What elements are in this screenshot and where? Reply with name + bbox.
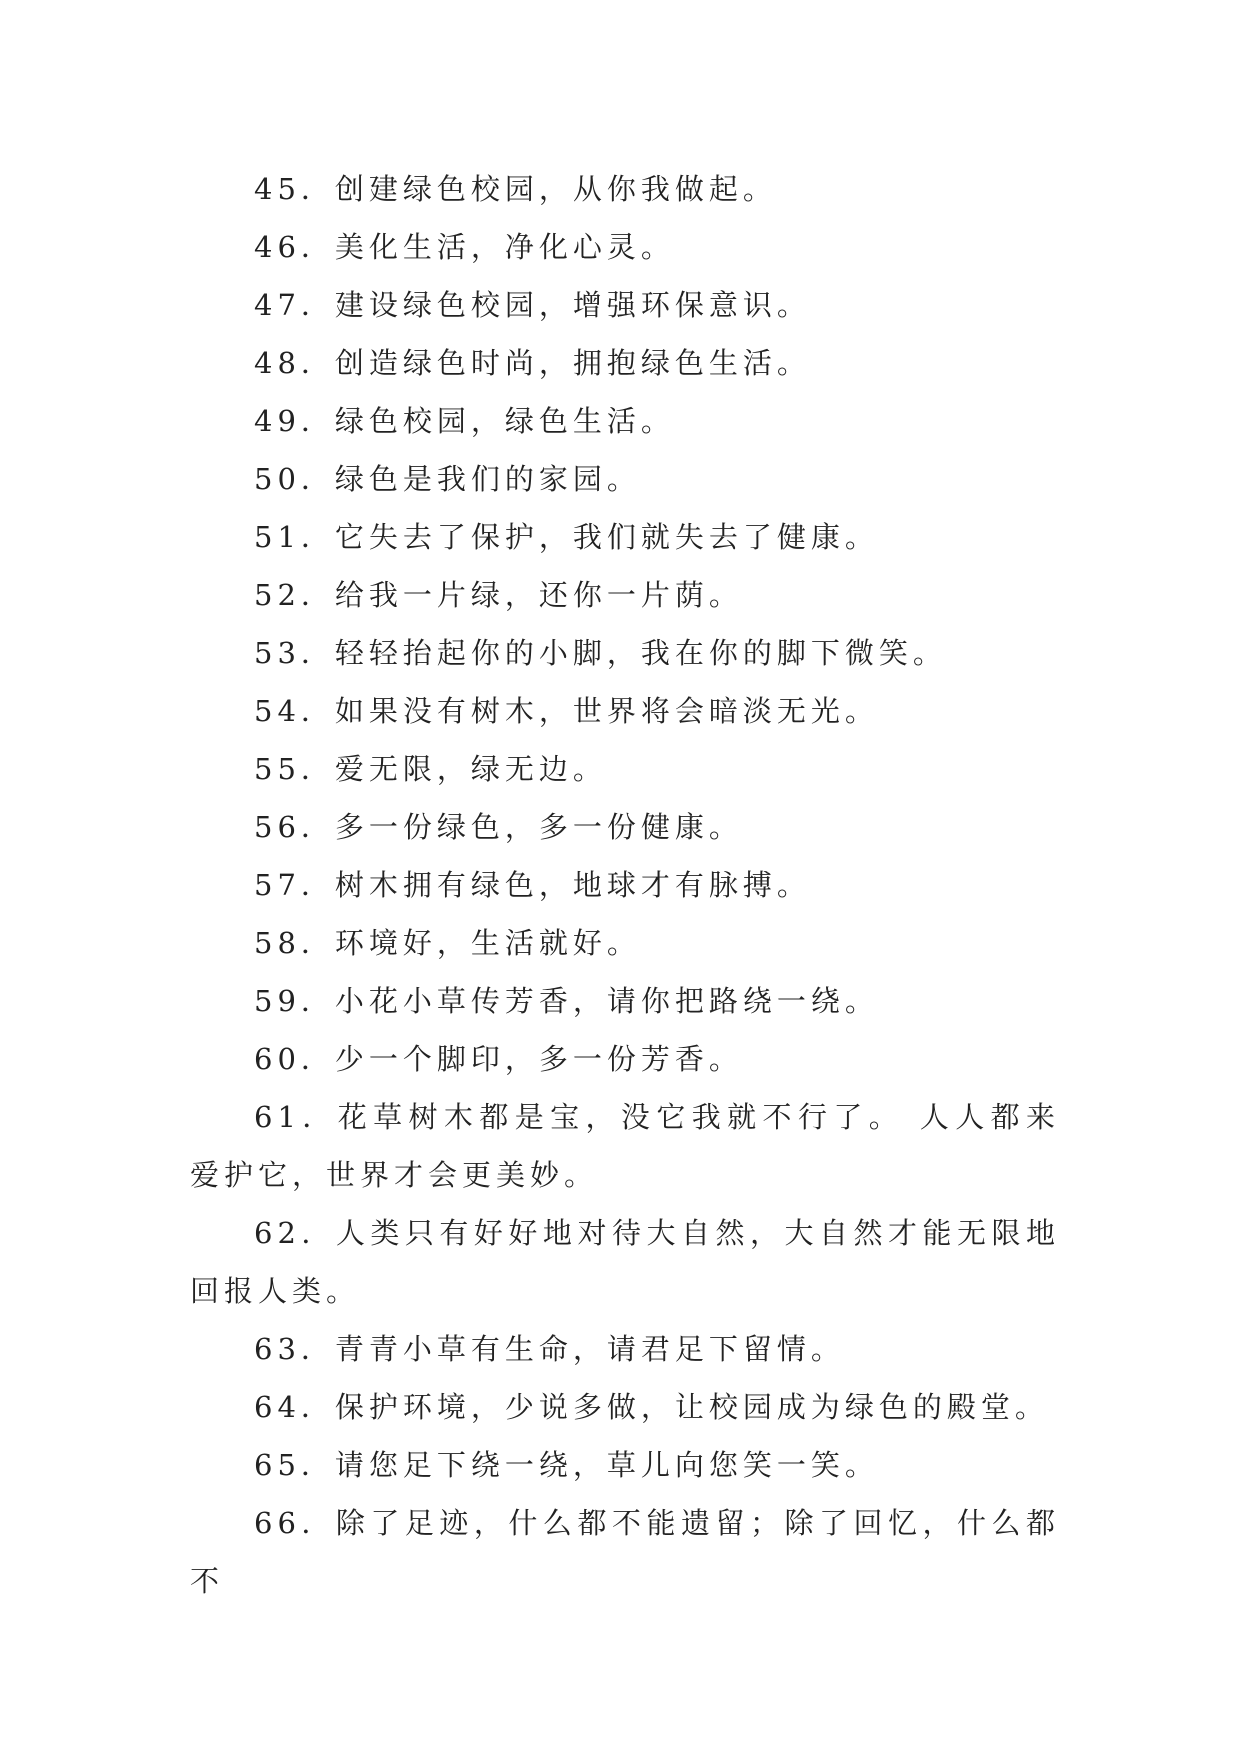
slogan-item-57: 57．树木拥有绿色，地球才有脉搏。 bbox=[254, 868, 811, 902]
slogan-list bbox=[190, 160, 1060, 1610]
slogan-item-53: 53．轻轻抬起你的小脚，我在你的脚下微笑。 bbox=[254, 636, 947, 670]
slogan-item-50: 50．绿色是我们的家园。 bbox=[254, 462, 641, 496]
slogan-item-45: 45．创建绿色校园，从你我做起。 bbox=[254, 172, 777, 206]
slogan-item-55: 55．爱无限，绿无边。 bbox=[254, 752, 607, 786]
slogan-item-64: 64．保护环境，少说多做，让校园成为绿色的殿堂。 bbox=[254, 1390, 1049, 1424]
slogan-item-48: 48．创造绿色时尚，拥抱绿色生活。 bbox=[254, 346, 811, 380]
slogan-item-49: 49．绿色校园，绿色生活。 bbox=[254, 404, 675, 438]
slogan-item-58: 58．环境好，生活就好。 bbox=[254, 926, 641, 960]
slogan-item-54: 54．如果没有树木，世界将会暗淡无光。 bbox=[254, 694, 879, 728]
slogan-item-52: 52．给我一片绿，还你一片荫。 bbox=[254, 578, 743, 612]
slogan-item-59: 59．小花小草传芳香，请你把路绕一绕。 bbox=[254, 984, 879, 1018]
slogan-item-46: 46．美化生活，净化心灵。 bbox=[254, 230, 675, 264]
slogan-item-60: 60．少一个脚印，多一份芳香。 bbox=[254, 1042, 743, 1076]
slogan-item-47: 47．建设绿色校园，增强环保意识。 bbox=[254, 288, 811, 322]
slogan-item-65: 65．请您足下绕一绕，草儿向您笑一笑。 bbox=[254, 1448, 879, 1482]
slogan-item-63: 63．青青小草有生命，请君足下留情。 bbox=[254, 1332, 845, 1366]
slogan-item-62: 62．人类只有好好地对待大自然，大自然才能无限地回报人类。 bbox=[190, 1216, 1060, 1308]
slogan-item-51: 51．它失去了保护，我们就失去了健康。 bbox=[254, 520, 879, 554]
slogan-item-66: 66．除了足迹，什么都不能遗留；除了回忆，什么都不 bbox=[190, 1506, 1060, 1598]
slogan-item-61: 61．花草树木都是宝，没它我就不行了。 人人都来爱护它，世界才会更美妙。 bbox=[190, 1100, 1060, 1192]
slogan-item-56: 56．多一份绿色，多一份健康。 bbox=[254, 810, 743, 844]
